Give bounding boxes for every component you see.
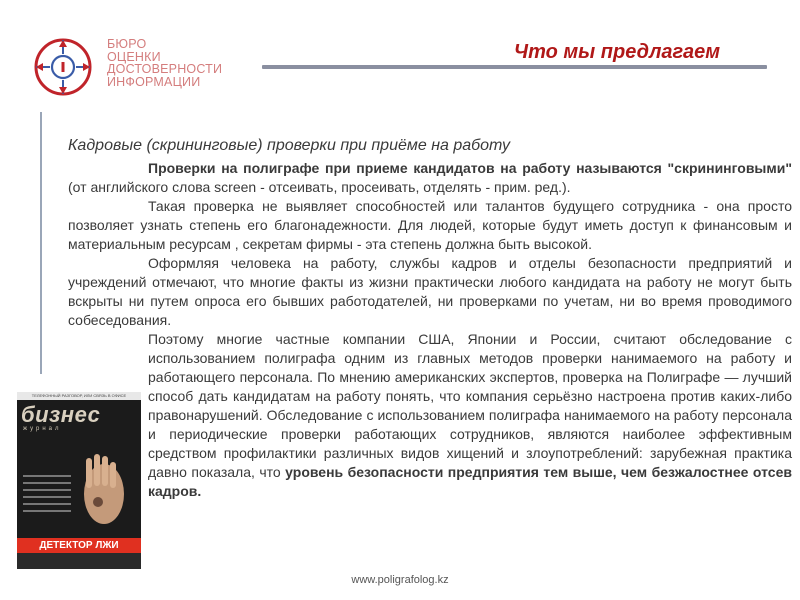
page-title: Что мы предлагаем	[513, 41, 720, 63]
magazine-cover-image	[17, 392, 141, 569]
main-content	[68, 136, 792, 501]
brand-line: ОЦЕНКИ	[107, 49, 161, 64]
paragraph-1	[68, 159, 792, 197]
paragraph-4-bold: уровень безопасности предприятия тем выше, чем безжалостнее отсев кадров.	[148, 464, 792, 499]
paragraph-3	[68, 254, 792, 330]
website-url: www.poligrafolog.kz	[351, 574, 449, 586]
magazine-top-strip: ТЕЛЕФОННЫЙ РАЗГОВОР, ИЛИ СВЯЗЬ В ОФИСЕ	[17, 392, 141, 400]
brand-name	[107, 38, 257, 88]
paragraph-4	[148, 330, 792, 501]
magazine-title: бизнес	[21, 402, 101, 427]
magazine-banner: ДЕТЕКТОР ЛЖИ	[17, 538, 141, 553]
paragraph-1-bold: Проверки на полиграфе при приеме кандидатов на работу называются "скрининговыми"	[148, 160, 792, 176]
paragraph-4-text: Поэтому многие частные компании США, Японии и России, считают обследование с использованием полиграфа одним из главных методов проверки нанимаемого на работу и работающего персонала. По мнению американских экспертов, проверка на Полиграфе — лучший способ дать кандидатам на работу понять, что компания серьёзно настроена против каких-либо правонарушений. Обследование с использованием полиграфа нанимаемого на работу персонала и периодические проверки работающих сотрудников, являются наиболее эффективным средством профилактики различных видов хищений и злоупотреблений: зарубежная практика давно показала, что	[148, 331, 792, 480]
paragraph-1-text: (от английского слова screen - отсеивать, просеивать, отделять - прим. ред.).	[68, 179, 571, 195]
paragraph-2-text: Такая проверка не выявляет способностей или талантов будущего сотрудника - она просто позволяет узнать степень его благонадежности. Для людей, которые будут иметь доступ к финансовым и материальным ресурсам , секретам фирмы - эта степень должна быть высокой.	[68, 198, 792, 252]
header-divider	[262, 65, 767, 69]
brand-line: БЮРО	[107, 37, 147, 51]
section-title: Кадровые (скрининговые) проверки при приёме на работу	[68, 137, 511, 154]
brand-line: ИНФОРМАЦИИ	[107, 74, 201, 89]
left-divider	[40, 112, 42, 374]
paragraph-3-text: Оформляя человека на работу, службы кадров и отделы безопасности предприятий и учреждений отмечают, что многие факты из жизни практически любого кандидата на работу не могут быть вскрыты ни путем опроса его бывших работодателей, ни проверками по учетам, ни во время проводимого собеседования.	[68, 255, 792, 328]
brand-line: ДОСТОВЕРНОСТИ	[107, 62, 223, 76]
hand-illustration-icon	[72, 452, 132, 532]
magazine-subtitle: журнал	[23, 426, 62, 432]
magazine-contents-lines	[23, 470, 71, 517]
target-crosshair-logo-icon	[32, 36, 94, 98]
paragraph-2	[68, 197, 792, 254]
magazine-bottom-strip	[17, 553, 141, 569]
